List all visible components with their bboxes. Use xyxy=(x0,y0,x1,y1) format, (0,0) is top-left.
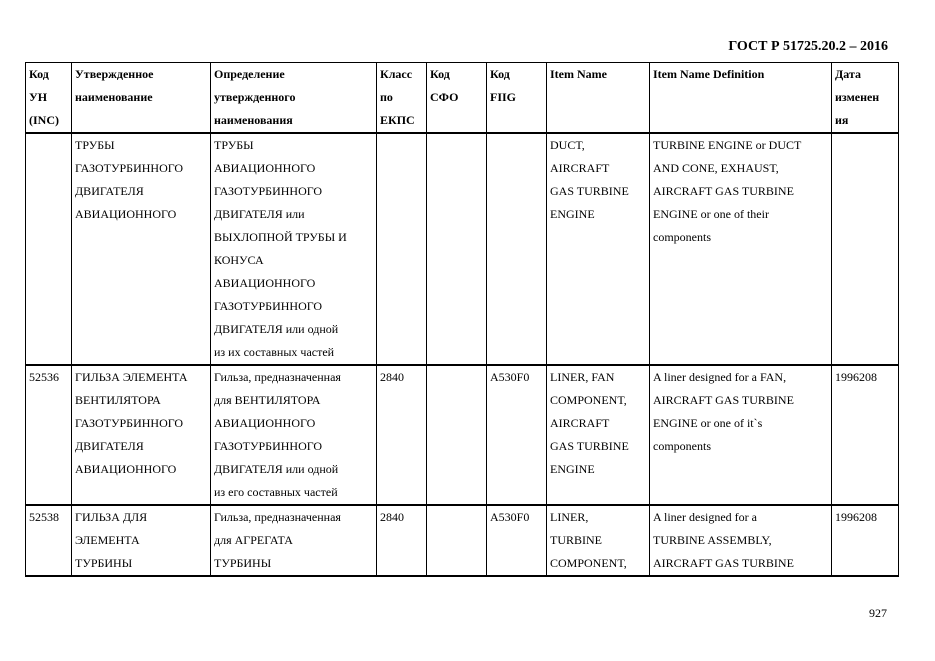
cell-text-line: АВИАЦИОННОГО xyxy=(75,462,177,476)
table-body xyxy=(26,133,899,576)
cell-text-line: ДВИГАТЕЛЯ xyxy=(75,184,144,198)
cell-date: 1996208 xyxy=(832,505,899,576)
cell-text-line: (INC) xyxy=(29,113,59,127)
cell-sfo xyxy=(427,133,487,365)
table-row xyxy=(26,365,899,505)
cell-text-line: FIIG xyxy=(490,90,517,104)
cell-text-line: A liner designed for a FAN, xyxy=(653,370,787,384)
cell-text-line: Определение xyxy=(214,67,285,81)
cell-text-line: TURBINE ENGINE or DUCT xyxy=(653,138,802,152)
cell-text-line: GAS TURBINE xyxy=(550,439,629,453)
cell-text-line: COMPONENT, xyxy=(550,556,627,570)
cell-inc: 52538 xyxy=(26,505,72,576)
cell-text-line: AIRCRAFT GAS TURBINE xyxy=(653,184,794,198)
cell-text-line: АВИАЦИОННОГО xyxy=(75,207,177,221)
cell-item-definition xyxy=(650,133,832,365)
cell-text-line: ия xyxy=(835,113,849,127)
cell-text-line: для АГРЕГАТА xyxy=(214,533,293,547)
cell-text-line: наименование xyxy=(75,90,153,104)
cell-inc: 52536 xyxy=(26,365,72,505)
cell-text-line: ГАЗОТУРБИННОГО xyxy=(75,416,184,430)
cell-text-line: КОНУСА xyxy=(214,253,264,267)
cell-text-line: ТУРБИНЫ xyxy=(214,556,272,570)
cell-text-line: Код xyxy=(490,67,510,81)
cell-text-line: Гильза, предназначенная xyxy=(214,510,341,524)
cell-text-line: ГАЗОТУРБИННОГО xyxy=(75,161,184,175)
cell-text-line: ЕКПС xyxy=(380,113,415,127)
cell-text-line: ДВИГАТЕЛЯ или одной xyxy=(214,462,339,476)
cell-text-line: Утвержденное xyxy=(75,67,154,81)
cell-inc xyxy=(26,133,72,365)
column-header-item-definition xyxy=(650,63,832,134)
column-header-inc xyxy=(26,63,72,134)
column-header-class xyxy=(377,63,427,134)
cell-definition xyxy=(211,365,377,505)
cell-date xyxy=(832,133,899,365)
cell-text-line: АВИАЦИОННОГО xyxy=(214,161,316,175)
page-number: 927 xyxy=(869,606,887,620)
cell-item-name xyxy=(547,505,650,576)
cell-item-definition xyxy=(650,365,832,505)
cell-text-line: ТРУБЫ xyxy=(214,138,254,152)
cell-text-line: Item Name Definition xyxy=(653,67,765,81)
cell-text-line: COMPONENT, xyxy=(550,393,627,407)
column-header-date xyxy=(832,63,899,134)
cell-text-line: наименования xyxy=(214,113,293,127)
cell-text-line: A liner designed for a xyxy=(653,510,757,524)
cell-item-definition xyxy=(650,505,832,576)
cell-text-line: DUCT, xyxy=(550,138,585,152)
cell-text-line: Гильза, предназначенная xyxy=(214,370,341,384)
cell-text-line: AIRCRAFT xyxy=(550,416,610,430)
cell-name xyxy=(72,505,211,576)
table-row xyxy=(26,505,899,576)
table-row xyxy=(26,133,899,365)
cell-text-line: GAS TURBINE xyxy=(550,184,629,198)
cell-sfo xyxy=(427,505,487,576)
cell-fiig xyxy=(487,133,547,365)
cell-text-line: TURBINE xyxy=(550,533,602,547)
cell-text-line: ТУРБИНЫ xyxy=(75,556,133,570)
cell-text-line: СФО xyxy=(430,90,459,104)
cell-text-line: TURBINE ASSEMBLY, xyxy=(653,533,772,547)
cell-class xyxy=(377,133,427,365)
cell-text-line: ENGINE or one of it`s xyxy=(653,416,763,430)
cell-name xyxy=(72,365,211,505)
cell-text-line: AIRCRAFT xyxy=(550,161,610,175)
cell-text-line: из его составных частей xyxy=(214,485,338,499)
cell-text-line: из их составных частей xyxy=(214,345,335,359)
cell-text-line: LINER, xyxy=(550,510,589,524)
cell-class: 2840 xyxy=(377,505,427,576)
column-header-item-name xyxy=(547,63,650,134)
cell-fiig: A530F0 xyxy=(487,505,547,576)
column-header-sfo xyxy=(427,63,487,134)
cell-class: 2840 xyxy=(377,365,427,505)
cell-date: 1996208 xyxy=(832,365,899,505)
cell-definition xyxy=(211,505,377,576)
cell-text-line: ENGINE xyxy=(550,207,595,221)
cell-text-line: Код xyxy=(430,67,450,81)
document-standard-number: ГОСТ Р 51725.20.2 – 2016 xyxy=(728,39,888,54)
cell-item-name xyxy=(547,133,650,365)
cell-text-line: утвержденного xyxy=(214,90,296,104)
cell-definition xyxy=(211,133,377,365)
cell-text-line: изменен xyxy=(835,90,880,104)
cell-text-line: ДВИГАТЕЛЯ или xyxy=(214,207,305,221)
cell-text-line: АВИАЦИОННОГО xyxy=(214,276,316,290)
cell-sfo xyxy=(427,365,487,505)
cell-text-line: ГАЗОТУРБИННОГО xyxy=(214,439,323,453)
cell-text-line: components xyxy=(653,230,711,244)
cell-text-line: Дата xyxy=(835,67,861,81)
cell-text-line: AIRCRAFT GAS TURBINE xyxy=(653,393,794,407)
cell-text-line: по xyxy=(380,90,393,104)
cell-text-line: ГАЗОТУРБИННОГО xyxy=(214,299,323,313)
cell-text-line: УН xyxy=(29,90,48,104)
cell-text-line: Код xyxy=(29,67,49,81)
cell-text-line: ENGINE or one of their xyxy=(653,207,769,221)
cell-text-line: АВИАЦИОННОГО xyxy=(214,416,316,430)
cell-text-line: для ВЕНТИЛЯТОРА xyxy=(214,393,321,407)
cell-text-line: ГИЛЬЗА ДЛЯ xyxy=(75,510,148,524)
cell-text-line: AIRCRAFT GAS TURBINE xyxy=(653,556,794,570)
cell-text-line: LINER, FAN xyxy=(550,370,615,384)
cell-text-line: ГАЗОТУРБИННОГО xyxy=(214,184,323,198)
cell-name xyxy=(72,133,211,365)
cell-text-line: components xyxy=(653,439,711,453)
cell-item-name xyxy=(547,365,650,505)
cell-text-line: ENGINE xyxy=(550,462,595,476)
column-header-name xyxy=(72,63,211,134)
table-header-row xyxy=(26,63,899,134)
cell-text-line: ВЫХЛОПНОЙ ТРУБЫ И xyxy=(214,230,347,244)
cell-text-line: ГИЛЬЗА ЭЛЕМЕНТА xyxy=(75,370,188,384)
cell-text-line: Item Name xyxy=(550,67,607,81)
item-name-register-table xyxy=(25,62,899,577)
column-header-fiig xyxy=(487,63,547,134)
cell-text-line: ДВИГАТЕЛЯ xyxy=(75,439,144,453)
cell-fiig: A530F0 xyxy=(487,365,547,505)
cell-text-line: AND CONE, EXHAUST, xyxy=(653,161,779,175)
cell-text-line: ДВИГАТЕЛЯ или одной xyxy=(214,322,339,336)
column-header-definition xyxy=(211,63,377,134)
cell-text-line: ВЕНТИЛЯТОРА xyxy=(75,393,161,407)
cell-text-line: Класс xyxy=(380,67,413,81)
cell-text-line: ЭЛЕМЕНТА xyxy=(75,533,140,547)
cell-text-line: ТРУБЫ xyxy=(75,138,115,152)
